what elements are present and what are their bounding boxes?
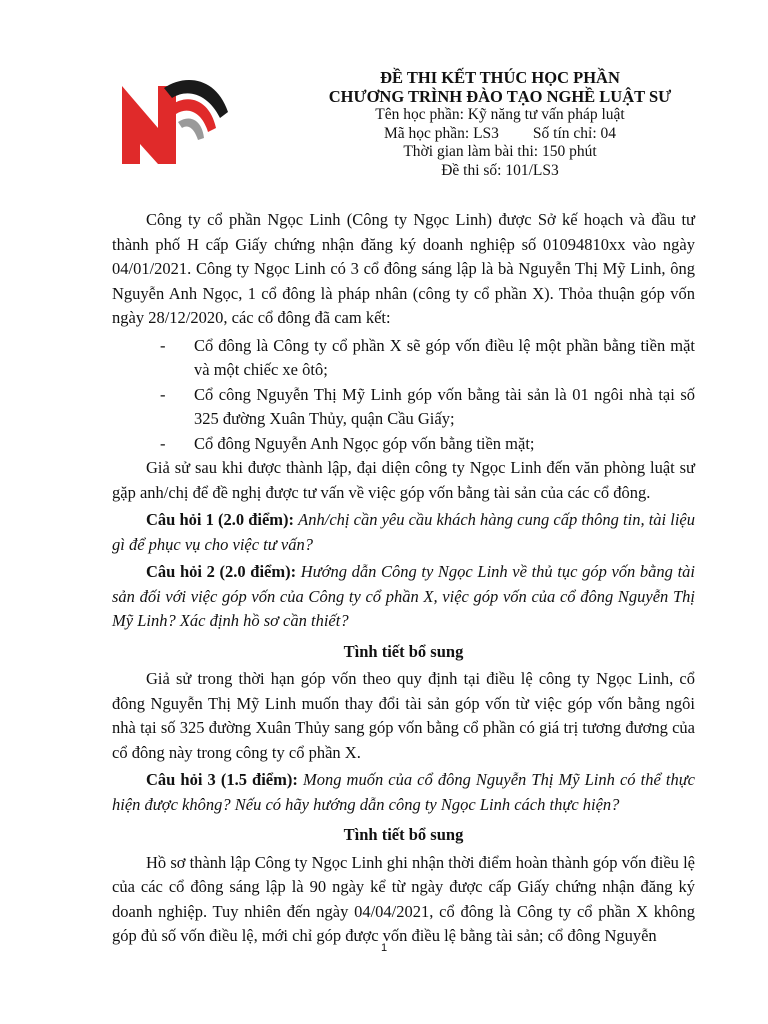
course-code-line (300, 125, 700, 144)
intro-paragraph: Công ty cổ phần Ngọc Linh (Công ty Ngọc Linh) được Sở kế hoạch và đầu tư thành phố H cấp Giấy chứng nhận đăng ký doanh nghiệp số 01094810xx vào ngày 04/01/2021. Công ty Ngọc Linh có 3 cổ đông sáng lập là bà Nguyễn Thị Mỹ Linh, ông Nguyễn Anh Ngọc, 1 cổ đông là pháp nhân (công ty cổ phần X). Thỏa thuận góp vốn ngày 28/12/2020, các cổ đông đã cam kết: (112, 210, 695, 327)
supplement-1-paragraph: Giả sử trong thời hạn góp vốn theo quy định tại điều lệ công ty Ngọc Linh, cổ đông Nguyễn Thị Mỹ Linh muốn thay đổi tài sản góp vốn từ việc góp vốn bằng ngôi nhà tại số 325 đường Xuân Thủy sang góp vốn bằng cổ phần có giá trị tương đương của cổ đông này trong công ty cổ phần X. (112, 669, 695, 762)
exam-body (112, 208, 695, 952)
logo-gray-swoosh (178, 119, 204, 140)
logo-red-block (122, 86, 176, 164)
commitment-item: - Cổ đông Nguyễn Anh Ngọc góp vốn bằng tiền mặt; (160, 432, 695, 457)
program-title: CHƯƠNG TRÌNH ĐÀO TẠO NGHỀ LUẬT SƯ (328, 87, 672, 106)
institution-logo (120, 72, 230, 166)
supplement-2-title: Tình tiết bổ sung (343, 825, 464, 844)
question-2 (112, 560, 695, 634)
course-code: Mã học phần: LS3 (383, 124, 499, 142)
credits: Số tín chỉ: 04 (532, 124, 617, 142)
question-2-text: Hướng dẫn Công ty Ngọc Linh về thủ tục góp vốn bằng tài sản đối với việc góp vốn của Công ty cổ phần X, việc góp vốn của cổ đông Nguyễn Thị Mỹ Linh? Xác định hồ sơ cần thiết? (112, 562, 695, 630)
question-3 (112, 768, 695, 817)
exam-title: ĐỀ THI KẾT THÚC HỌC PHẦN (380, 68, 620, 87)
question-1-text: Anh/chị cần yêu cầu khách hàng cung cấp thông tin, tài liệu gì để phục vụ cho việc tư vấn? (112, 510, 695, 554)
course-name: Tên học phần: Kỹ năng tư vấn pháp luật (375, 106, 625, 123)
commitment-item: - Cổ công Nguyễn Thị Mỹ Linh góp vốn bằng tài sản là 01 ngôi nhà tại số 325 đường Xuân Thủy, quận Cầu Giấy; (160, 383, 695, 432)
exam-header (300, 68, 700, 180)
page-number: 1 (380, 942, 388, 954)
supplement-1-title: Tình tiết bổ sung (343, 641, 464, 661)
commitment-list (112, 334, 695, 457)
question-3-text: Mong muốn của cổ đông Nguyễn Thị Mỹ Linh có thể thực hiện được không? Nếu có hãy hướng dẫn công ty Ngọc Linh cách thực hiện? (112, 770, 696, 814)
question-1-label: Câu hỏi 1 (2.0 điểm): (146, 510, 295, 529)
exam-duration: Thời gian làm bài thi: 150 phút (403, 143, 597, 160)
question-2-label: Câu hỏi 2 (2.0 điểm): (146, 562, 297, 581)
scenario-paragraph: Giả sử sau khi được thành lập, đại diện công ty Ngọc Linh đến văn phòng luật sư gặp anh/chị để đề nghị được tư vấn về việc góp vốn bằng tài sản của các cổ đông. (112, 458, 695, 502)
question-1 (112, 508, 695, 557)
supplement-2-paragraph: Hồ sơ thành lập Công ty Ngọc Linh ghi nhận thời điểm hoàn thành góp vốn điều lệ của các cổ đông sáng lập là 90 ngày kể từ ngày được cấp Giấy chứng nhận đăng ký doanh nghiệp. Tuy nhiên đến ngày 04/04/2021, cổ đông là Công ty cổ phần X không góp đủ số vốn điều lệ, mới chỉ góp được vốn điều lệ bằng tài sản; cổ đông Nguyễn (112, 852, 695, 945)
exam-number: Đề thi số: 101/LS3 (441, 161, 559, 179)
question-3-label: Câu hỏi 3 (1.5 điểm): (146, 770, 298, 789)
commitment-item: - Cổ đông là Công ty cổ phần X sẽ góp vốn điều lệ một phần bằng tiền mặt và một chiếc xe ôtô; (160, 334, 695, 383)
